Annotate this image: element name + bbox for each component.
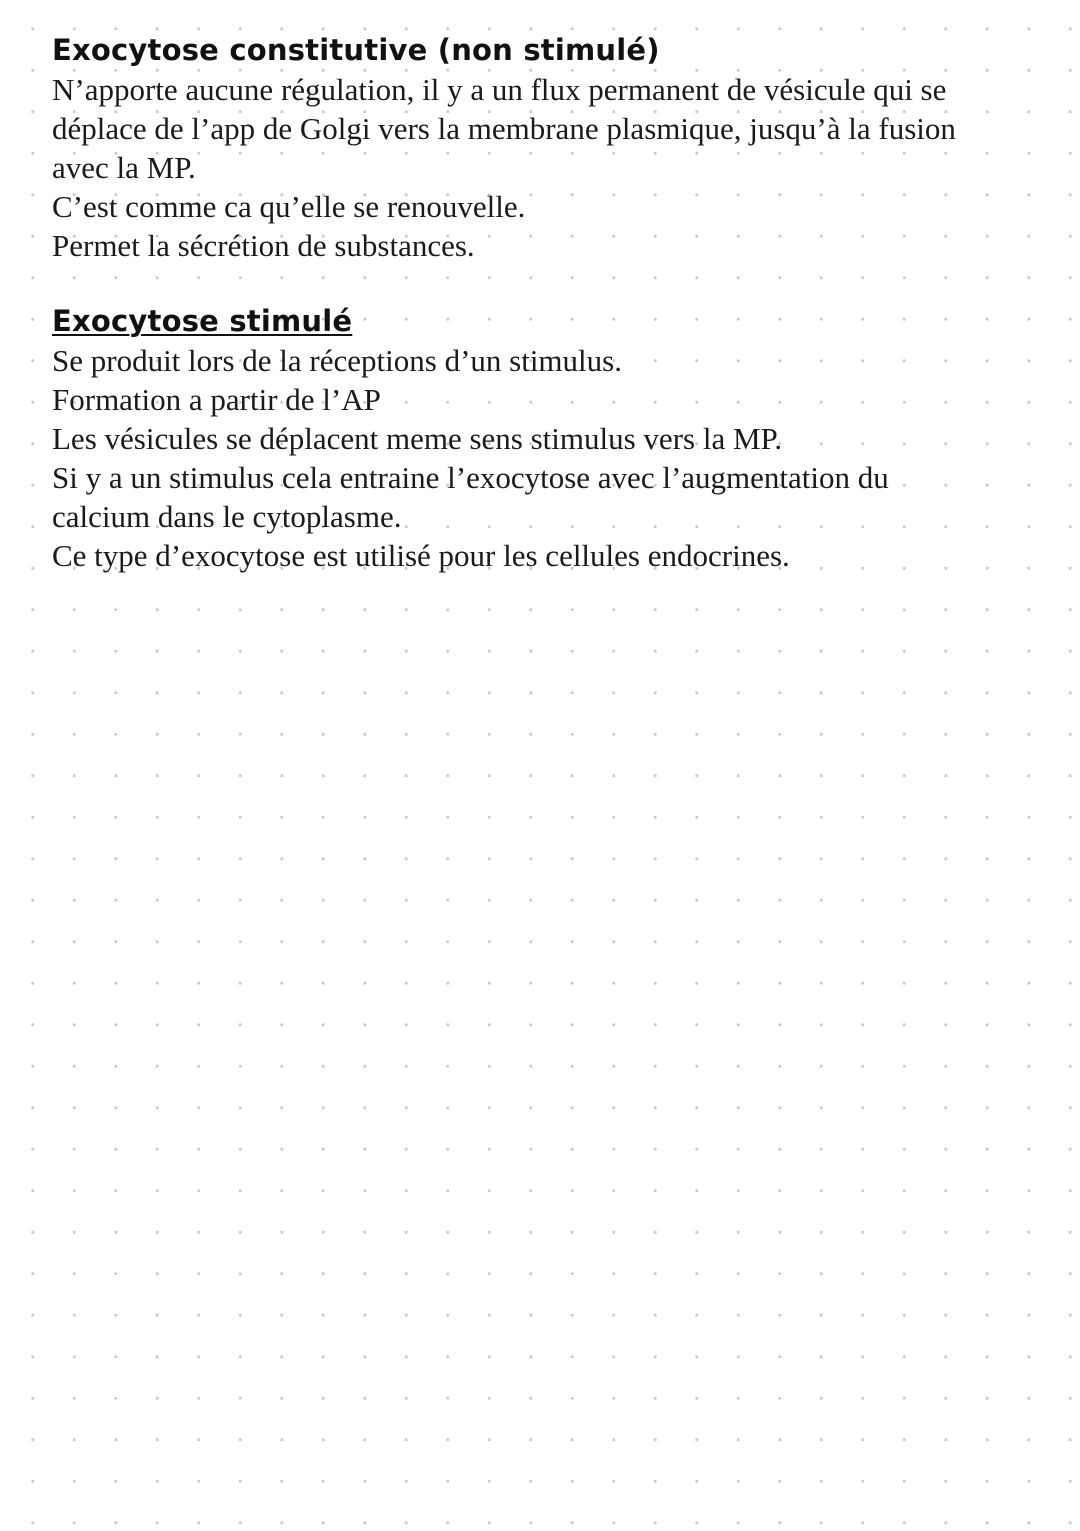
note-content (52, 30, 1052, 575)
text-line: calcium dans le cytoplasme. (52, 499, 402, 534)
section-heading (52, 301, 1052, 341)
text-line: déplace de l’app de Golgi vers la membrane plasmique, jusqu’à la fusion (52, 111, 956, 146)
text-line: N’apporte aucune régulation, il y a un flux permanent de vésicule qui se (52, 72, 947, 107)
section-exocytose-constitutive (52, 30, 1052, 265)
text-line: Si y a un stimulus cela entraine l’exocytose avec l’augmentation du (52, 460, 889, 495)
text-line: Permet la sécrétion de substances. (52, 228, 475, 263)
text-line: C’est comme ca qu’elle se renouvelle. (52, 189, 526, 224)
text-line: Se produit lors de la réceptions d’un stimulus. (52, 343, 622, 378)
section-heading: Exocytose constitutive (non stimulé) (52, 33, 660, 67)
section-heading-text: Exocytose stimulé (52, 304, 353, 338)
text-line: Formation a partir de l’AP (52, 382, 381, 417)
text-line: Les vésicules se déplacent meme sens stimulus vers la MP. (52, 421, 783, 456)
section-exocytose-stimule (52, 301, 1052, 575)
text-line: Ce type d’exocytose est utilisé pour les cellules endocrines. (52, 538, 790, 573)
text-line: avec la MP. (52, 150, 196, 185)
